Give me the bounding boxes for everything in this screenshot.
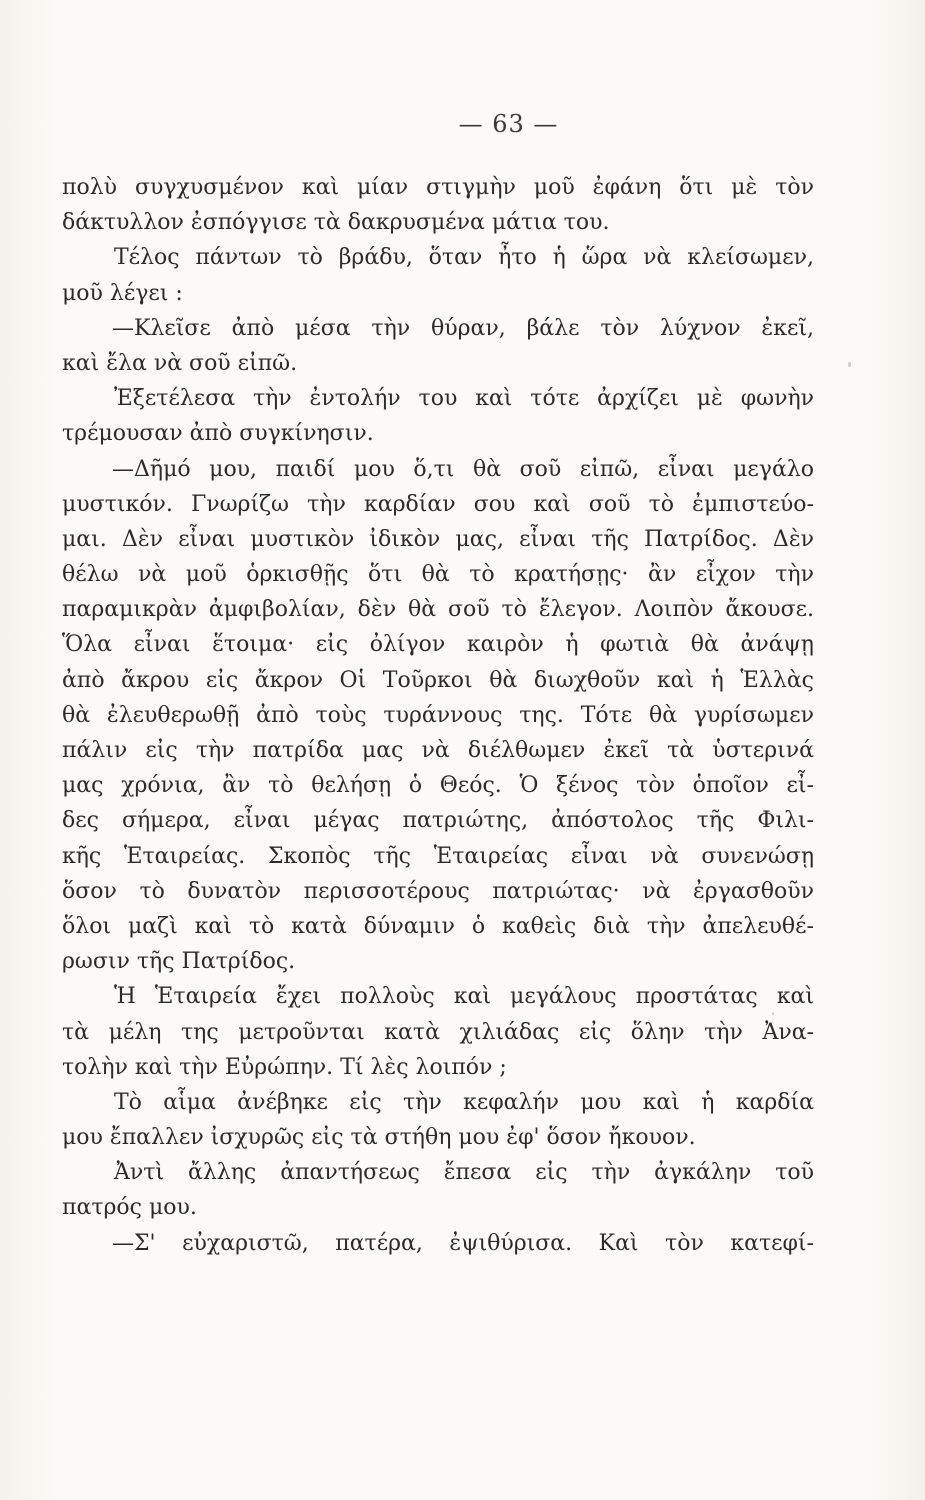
text-line: Ἡ Ἑταιρεία ἔχει πολλοὺς καὶ μεγάλους προστάτας καὶ — [114, 984, 814, 1010]
text-line: μαι. Δὲν εἶναι μυστικὸν ἰδικὸν μας, εἶναι τῆς Πατρίδος. Δὲν — [62, 526, 814, 552]
page-number — [0, 110, 925, 138]
text-line: τολὴν καὶ τὴν Εὐρώπην. Τί λὲς λοιπόν ; — [62, 1054, 507, 1080]
text-line: μυστικόν. Γνωρίζω τὴν καρδίαν σου καὶ σοῦ τὸ ἐμπιστεύο- — [62, 491, 814, 517]
text-line: θέλω νὰ μοῦ ὁρκισθῇς ὅτι θὰ τὸ κρατήσῃς· ἂν εἶχον τὴν — [62, 562, 814, 588]
text-line: —Δῆμό μου, παιδί μου ὅ,τι θὰ σοῦ εἰπῶ, εἶναι μεγάλο — [112, 456, 814, 482]
text-line: —Κλεῖσε ἀπὸ μέσα τὴν θύραν, βάλε τὸν λύχνον ἐκεῖ, — [112, 315, 814, 341]
text-line: καὶ ἔλα νὰ σοῦ εἰπῶ. — [62, 350, 298, 376]
text-line: θὰ ἐλευθερωθῇ ἀπὸ τοὺς τυράννους της. Τότε θὰ γυρίσωμεν — [62, 702, 814, 728]
text-line: μοῦ λέγει : — [62, 280, 183, 306]
text-line: κῆς Ἑταιρείας. Σκοπὸς τῆς Ἑταιρείας εἶναι νὰ συνενώσῃ — [62, 843, 814, 869]
text-line: τρέμουσαν ἀπὸ συγκίνησιν. — [62, 421, 374, 447]
text-line: Τὸ αἷμα ἀνέβηκε εἰς τὴν κεφαλήν μου καὶ ἡ καρδία — [114, 1089, 814, 1115]
text-line: δες σήμερα, εἶναι μέγας πατριώτης, ἀπόστολος τῆς Φιλι- — [62, 808, 814, 834]
text-line: ρωσιν τῆς Πατρίδος. — [62, 949, 296, 975]
text-line: Τέλος πάντων τὸ βράδυ, ὅταν ἦτο ἡ ὥρα νὰ κλείσωμεν, — [114, 245, 814, 271]
body-text — [62, 170, 814, 1261]
text-line: τὰ μέλη της μετροῦνται κατὰ χιλιάδας εἰς ὅλην τὴν Ἀνα- — [62, 1019, 814, 1045]
text-line: πάλιν εἰς τὴν πατρίδα μας νὰ διέλθωμεν ἐκεῖ τὰ ὑστερινά — [62, 738, 814, 763]
page-number-text: — 63 — — [458, 110, 559, 138]
text-line: Ἀντὶ ἄλλης ἀπαντήσεως ἔπεσα εἰς τὴν ἀγκάλην τοῦ — [114, 1160, 814, 1186]
text-line: —Σ' εὐχαριστῶ, πατέρα, ἐψιθύρισα. Καὶ τὸν κατεφί- — [112, 1230, 814, 1256]
paper-speck — [772, 1012, 774, 1015]
text-line: Ὅλα εἶναι ἕτοιμα· εἰς ὀλίγον καιρὸν ἡ φωτιὰ θὰ ἀνάψῃ — [62, 632, 814, 658]
text-line: πολὺ συγχυσμένον καὶ μίαν στιγμὴν μοῦ ἐφάνη ὅτι μὲ τὸν — [62, 175, 814, 200]
paper-speck — [848, 362, 851, 367]
text-line: δάκτυλλον ἐσπόγγισε τὰ δακρυσμένα μάτια του. — [62, 210, 610, 236]
text-line: πατρός μου. — [62, 1195, 197, 1221]
text-line: μου ἔπαλλεν ἰσχυρῶς εἰς τὰ στήθη μου ἐφ' ὅσον ἤκουον. — [62, 1125, 696, 1151]
text-line: Ἐξετέλεσα τὴν ἐντολήν του καὶ τότε ἀρχίζει μὲ φωνὴν — [114, 386, 814, 412]
text-line: ὅσον τὸ δυνατὸν περισσοτέρους πατριώτας· νὰ ἐργασθοῦν — [62, 878, 814, 904]
text-line: ὅλοι μαζὶ καὶ τὸ κατὰ δύναμιν ὁ καθεὶς διὰ τὴν ἀπελευθέ- — [62, 913, 814, 939]
text-line: παραμικρὰν ἀμφιβολίαν, δὲν θὰ σοῦ τὸ ἔλεγον. Λοιπὸν ἄκουσε. — [62, 597, 814, 623]
text-line: μας χρόνια, ἂν τὸ θελήσῃ ὁ Θεός. Ὁ ξένος τὸν ὁποῖον εἶ- — [62, 773, 814, 799]
text-line: ἀπὸ ἄκρου εἰς ἄκρον Οἱ Τοῦρκοι θὰ διωχθοῦν καὶ ἡ Ἑλλὰς — [62, 667, 814, 693]
